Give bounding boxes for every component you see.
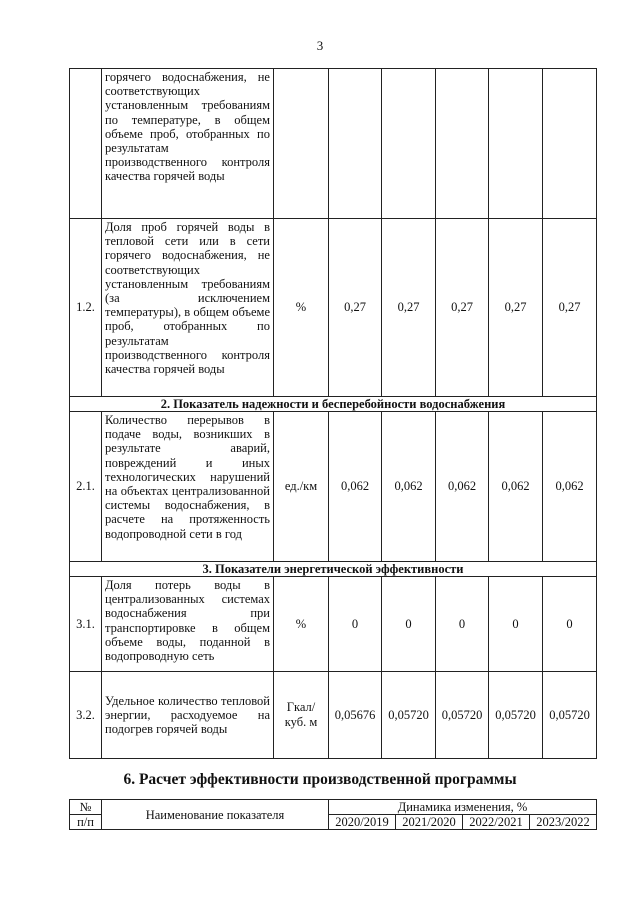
- unit-cell: %: [274, 219, 329, 397]
- value-cell: 0: [436, 577, 489, 672]
- col-name-header: Наименование показателя: [102, 800, 329, 830]
- value-cell: 0,062: [329, 412, 382, 562]
- section-title: 6. Расчет эффективности производственной программы: [123, 771, 517, 788]
- value-cell: [382, 69, 436, 219]
- indicator-name: горячего водоснабжения, не соответствующих установленным требованиям по температуре, в общем объеме проб, отобранных по результатам производственного контроля качества горячей воды: [102, 69, 274, 219]
- table-row: [70, 672, 597, 759]
- page-number: 3: [316, 38, 324, 53]
- value-cell: 0,27: [543, 219, 597, 397]
- value-cell: 0,27: [436, 219, 489, 397]
- section-row: [70, 397, 597, 412]
- dynamics-header: Динамика изменения, %: [329, 800, 597, 815]
- col-num-header: №: [70, 800, 102, 815]
- indicator-name: Доля проб горячей воды в тепловой сети или в сети горячего водоснабжения, не соответствующих установленным требованиям (за исключением температуры), в общем объеме проб, отобранных по результатам производственного контроля качества горячей воды: [102, 219, 274, 397]
- value-cell: 0,062: [543, 412, 597, 562]
- year-header: 2023/2022: [530, 815, 597, 830]
- value-cell: 0,27: [329, 219, 382, 397]
- value-cell: [489, 69, 543, 219]
- row-number: 1.2.: [70, 219, 102, 397]
- indicator-name: Удельное количество тепловой энергии, расходуемое на подогрев горячей воды: [102, 672, 274, 759]
- table-header-row: [70, 800, 597, 815]
- value-cell: 0: [543, 577, 597, 672]
- value-cell: 0: [329, 577, 382, 672]
- table-row: [70, 412, 597, 562]
- year-header: 2022/2021: [463, 815, 530, 830]
- efficiency-table: [69, 799, 597, 830]
- value-cell: 0,05676: [329, 672, 382, 759]
- indicator-name: Доля потерь воды в централизованных системах водоснабжения при транспортировке в общем объеме воды, поданной в водопроводную сеть: [102, 577, 274, 672]
- table-row: [70, 69, 597, 219]
- col-num-header: п/п: [70, 815, 102, 830]
- table-row: [70, 577, 597, 672]
- row-number: 2.1.: [70, 412, 102, 562]
- unit-cell: Гкал/ куб. м: [274, 672, 329, 759]
- value-cell: 0,05720: [382, 672, 436, 759]
- section-row: [70, 562, 597, 577]
- row-number: 3.1.: [70, 577, 102, 672]
- value-cell: 0: [489, 577, 543, 672]
- section-heading: 3. Показатели энергетической эффективности: [70, 562, 597, 577]
- value-cell: 0,062: [436, 412, 489, 562]
- section-heading: 2. Показатель надежности и бесперебойности водоснабжения: [70, 397, 597, 412]
- value-cell: 0,05720: [543, 672, 597, 759]
- value-cell: [329, 69, 382, 219]
- unit-cell: [274, 69, 329, 219]
- value-cell: 0,062: [382, 412, 436, 562]
- row-number: 3.2.: [70, 672, 102, 759]
- value-cell: 0,05720: [489, 672, 543, 759]
- value-cell: 0,05720: [436, 672, 489, 759]
- indicator-name: Количество перерывов в подаче воды, возникших в результате аварий, повреждений и иных технологических нарушений на объектах централизованной системы водоснабжения, в расчете на протяженность водопроводной сети в год: [102, 412, 274, 562]
- indicators-table: [69, 68, 597, 759]
- value-cell: [543, 69, 597, 219]
- table-row: [70, 219, 597, 397]
- value-cell: 0,27: [489, 219, 543, 397]
- row-number: [70, 69, 102, 219]
- value-cell: 0,062: [489, 412, 543, 562]
- unit-cell: ед./км: [274, 412, 329, 562]
- value-cell: 0,27: [382, 219, 436, 397]
- value-cell: [436, 69, 489, 219]
- value-cell: 0: [382, 577, 436, 672]
- year-header: 2021/2020: [396, 815, 463, 830]
- year-header: 2020/2019: [329, 815, 396, 830]
- unit-cell: %: [274, 577, 329, 672]
